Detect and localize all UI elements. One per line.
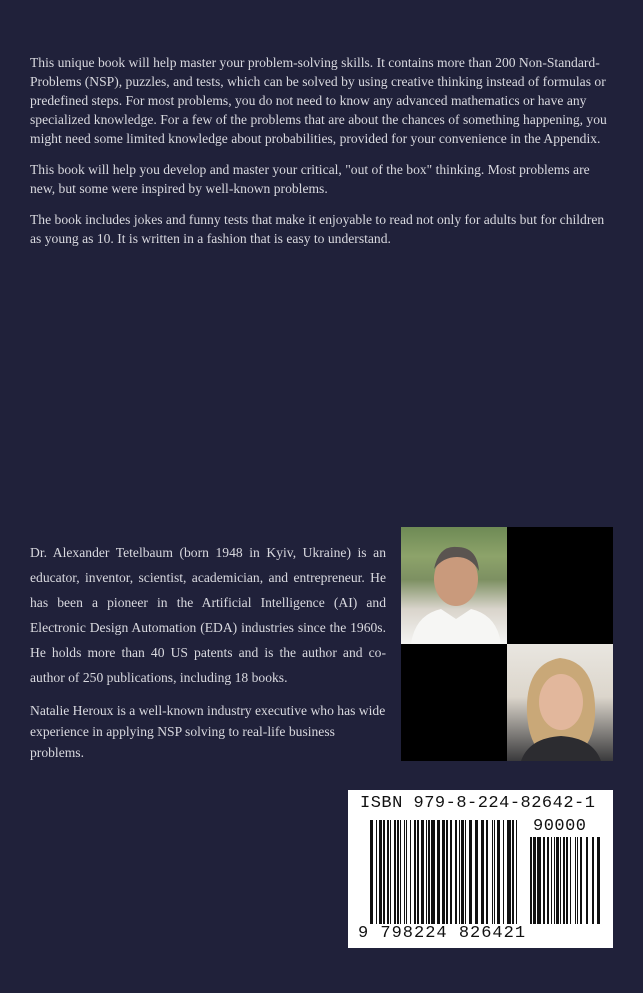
author-bio-tetelbaum: Dr. Alexander Tetelbaum (born 1948 in Kyiv, Ukraine) is an educator, inventor, scientist, academician, and entrepreneur. He has been a pioneer in the Artificial Intelligence (AI) and Electronic Design Automation (EDA) industries since the 1960s. He holds more than 40 US patents and is the author and co-author of 250 publications, including 18 books. [30,545,386,685]
isbn-label: ISBN 979-8-224-82642-1 [360,794,596,813]
book-description [30,53,615,260]
description-paragraph-2: This book will help you develop and master your critical, "out of the box" thinking. Most problems are new, but some were inspired by well-known problems. [30,162,590,196]
description-paragraph-3: The book includes jokes and funny tests that make it enjoyable to read not only for adults but for children as young as 10. It is written in a fashion that is easy to understand. [30,212,605,246]
author-photo-tetelbaum [401,527,507,644]
author-bio [30,540,386,773]
barcode-digits: 9 798224 826421 [358,924,527,943]
author-photo-heroux [507,644,613,761]
isbn-barcode [348,790,613,948]
author-photos [401,527,613,761]
author-bio-heroux: Natalie Heroux is a well-known industry executive who has wide experience in applying NSP solving to real-life business problems. [30,703,386,760]
price-code: 90000 [533,817,587,836]
description-paragraph-1: This unique book will help master your problem-solving skills. It contains more than 200 Non-Standard-Problems (NSP), puzzles, and tests, which can be solved by using creative thinking instead of formulas or predefined steps. For most problems, you do not need to know any advanced mathematics or have any specialized knowledge. For a few of the problems that are about the chances of something happening, you might need some limited knowledge about probabilities, provided for your convenience in the Appendix. [30,55,607,146]
barcode-addon-bars [530,837,604,927]
barcode-bars [370,820,520,932]
